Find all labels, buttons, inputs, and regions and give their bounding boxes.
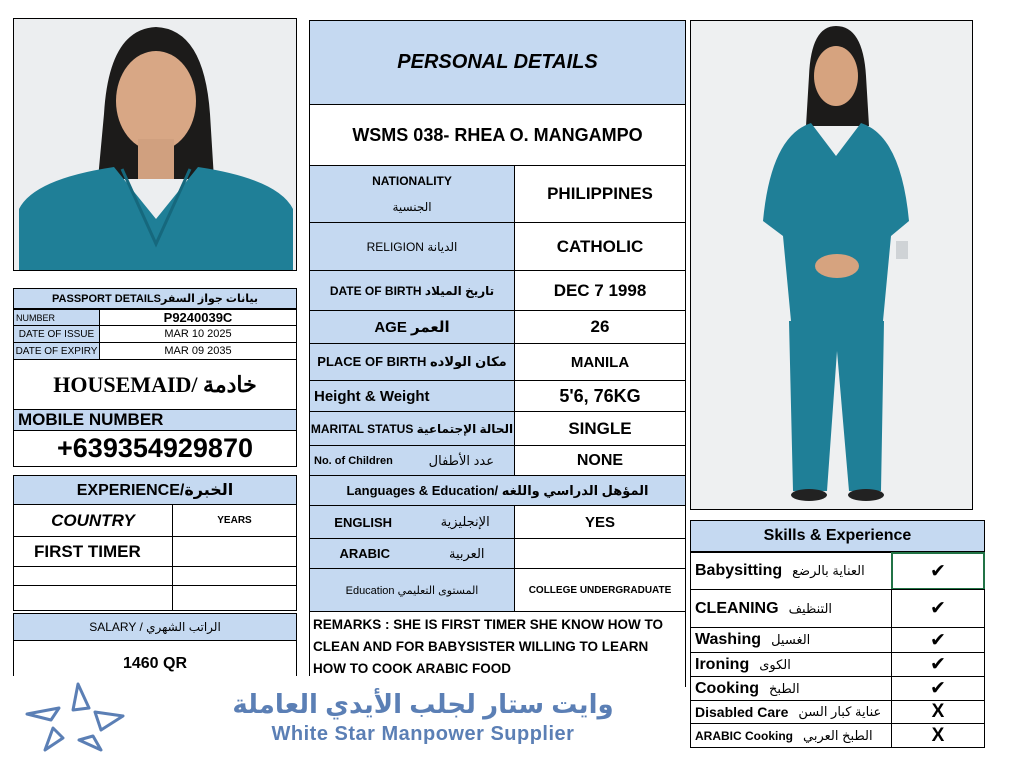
check-mark-icon: ✔: [891, 552, 985, 590]
portrait-photo: [13, 18, 297, 271]
job-title: HOUSEMAID/ خادمة: [13, 359, 297, 410]
skill-label-arabic: التنظيف: [788, 600, 833, 616]
skill-row: [690, 676, 892, 701]
skills-heading: Skills & Experience: [690, 520, 985, 552]
children-label-en: No. of Children: [314, 454, 393, 467]
religion-label: RELIGION الديانة: [309, 222, 515, 271]
dob-label: DATE OF BIRTH تاريخ الميلاد: [309, 270, 515, 311]
logo-arabic-text: وايت ستار لجلب الأيدي العاملة: [232, 689, 614, 719]
skill-row: [690, 627, 892, 653]
skill-label-arabic: الكوى: [759, 656, 791, 672]
skill-label: Ironing: [695, 655, 750, 673]
religion-value: CATHOLIC: [514, 222, 686, 271]
languages-education-heading: Languages & Education/ المؤهل الدراسي واللغه: [309, 475, 686, 506]
experience-country-header: COUNTRY: [13, 504, 173, 537]
skill-row: [690, 552, 892, 590]
experience-country-cell: [13, 566, 173, 586]
check-mark-icon: ✔: [891, 676, 985, 701]
nationality-label-ar: الجنسية: [392, 200, 432, 214]
education-value: COLLEGE UNDERGRADUATE: [514, 568, 686, 612]
check-mark-icon: ✔: [891, 589, 985, 628]
skill-label-arabic: العناية بالرضع: [792, 563, 865, 578]
experience-years-cell: [172, 585, 297, 611]
skill-label-arabic: عناية كبار السن: [798, 704, 882, 719]
children-label-ar: عدد الأطفال: [428, 452, 494, 468]
children-label: [309, 445, 515, 476]
cross-mark-icon: X: [891, 723, 985, 748]
marital-value: SINGLE: [514, 411, 686, 446]
full-body-photo: [690, 20, 973, 510]
arabic-label-ar: العربية: [448, 545, 485, 561]
english-label: [309, 505, 515, 539]
english-value: YES: [514, 505, 686, 539]
children-value: NONE: [514, 445, 686, 476]
skill-label: Washing: [695, 631, 762, 648]
marital-label: MARITAL STATUS الحالة الإجتماعية: [309, 411, 515, 446]
arabic-value: [514, 538, 686, 569]
star-logo-icon: [23, 678, 133, 752]
skill-label: CLEANING: [695, 599, 779, 617]
check-mark-icon: ✔: [891, 627, 985, 653]
pob-label: PLACE OF BIRTH مكان الولاده: [309, 343, 515, 381]
passport-number: P9240039C: [99, 309, 297, 326]
skill-row: [690, 652, 892, 677]
logo-english-text: White Star Manpower Supplier: [271, 723, 575, 745]
english-label-en: ENGLISH: [334, 514, 393, 530]
skill-label: ARABIC Cooking: [695, 728, 793, 743]
nationality-label-en: NATIONALITY: [372, 174, 452, 188]
skill-label: Babysitting: [695, 562, 783, 579]
skill-row: [690, 700, 892, 724]
passport-heading: PASSPORT DETAILSبيانات جواز السفر: [13, 288, 297, 309]
passport-issue-date: MAR 10 2025: [99, 325, 297, 343]
salary-label: SALARY / الراتب الشهري: [13, 613, 297, 641]
experience-heading: EXPERIENCE/الخبرة: [13, 475, 297, 505]
height-weight-label: Height & Weight: [309, 380, 515, 412]
cross-mark-icon: X: [891, 700, 985, 724]
check-mark-icon: ✔: [891, 652, 985, 677]
passport-number-label: NUMBER: [13, 309, 100, 326]
skill-label-arabic: الطبخ العربي: [803, 727, 873, 743]
nationality-label: [309, 165, 515, 223]
experience-years-header: YEARS: [172, 504, 297, 537]
pob-value: MANILA: [514, 343, 686, 381]
age-label: AGE العمر: [309, 310, 515, 344]
height-weight-value: 5'6, 76KG: [514, 380, 686, 412]
skill-label: Cooking: [695, 679, 759, 697]
skill-row: [690, 589, 892, 628]
experience-country-cell: [13, 585, 173, 611]
mobile-label: MOBILE NUMBER: [13, 409, 297, 431]
skill-label-arabic: الغسيل: [771, 632, 811, 647]
salary-value: 1460 QR: [13, 640, 297, 687]
personal-details-heading: PERSONAL DETAILS: [309, 20, 686, 105]
passport-expiry-date: MAR 09 2035: [99, 342, 297, 360]
candidate-name: WSMS 038- RHEA O. MANGAMPO: [309, 104, 686, 166]
education-label: Education المستوى التعليمي: [309, 568, 515, 612]
dob-value: DEC 7 1998: [514, 270, 686, 311]
company-logo: [13, 676, 685, 750]
portrait-photo-illustration: [14, 19, 297, 271]
arabic-label-en: ARABIC: [339, 546, 391, 561]
full-body-photo-illustration: [691, 21, 973, 510]
skill-row: [690, 723, 892, 748]
remarks: REMARKS : SHE IS FIRST TIMER SHE KNOW HOW TO CLEAN AND FOR BABYSISTER WILLING TO LEARN HOW TO COOK ARABIC FOOD: [309, 611, 686, 687]
arabic-label: [309, 538, 515, 569]
nationality-value: PHILIPPINES: [514, 165, 686, 223]
experience-years-cell: [172, 536, 297, 567]
experience-country-cell: FIRST TIMER: [13, 536, 173, 567]
passport-issue-label: DATE OF ISSUE: [13, 325, 100, 343]
age-value: 26: [514, 310, 686, 344]
skill-label: Disabled Care: [695, 704, 789, 720]
mobile-number: +639354929870: [13, 430, 297, 467]
skill-label-arabic: الطبخ: [769, 680, 800, 696]
experience-years-cell: [172, 566, 297, 586]
passport-expiry-label: DATE OF EXPIRY: [13, 342, 100, 360]
english-label-ar: الإنجليزية: [440, 514, 490, 529]
